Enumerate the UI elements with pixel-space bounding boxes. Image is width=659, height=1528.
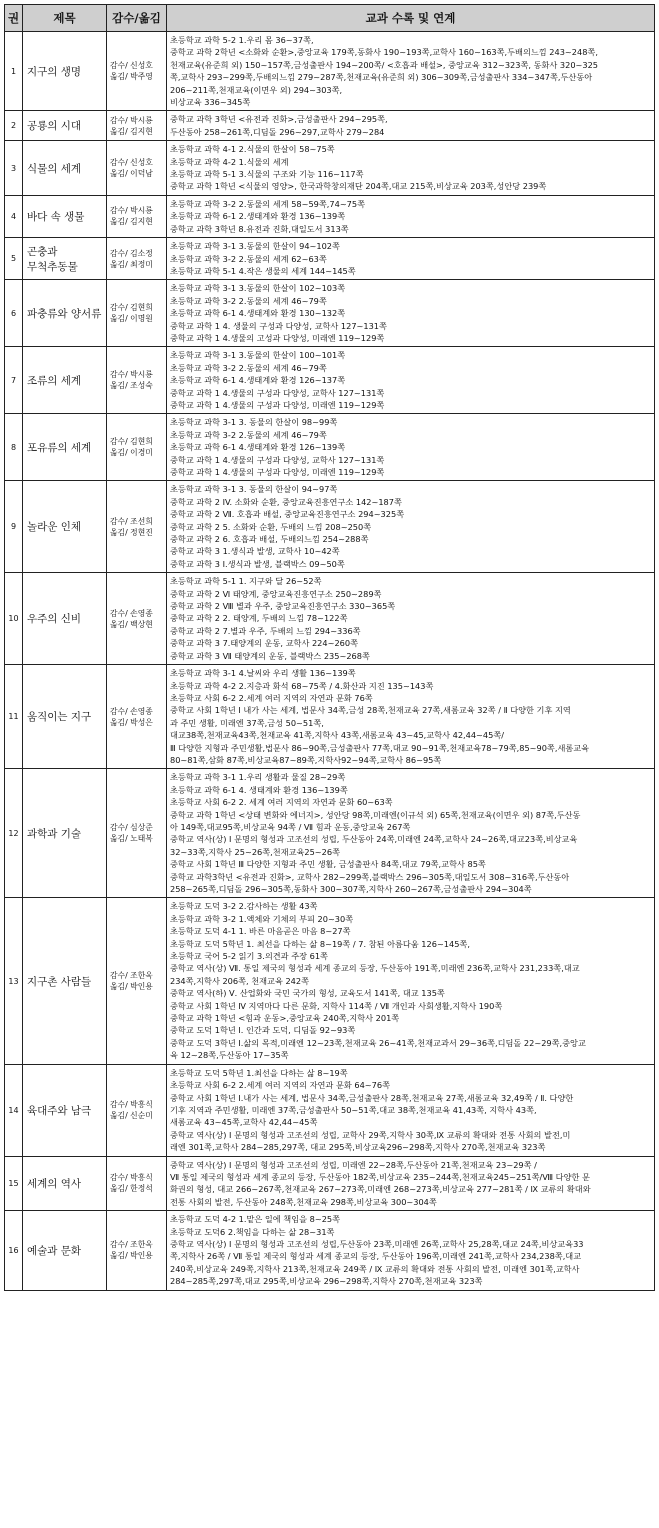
curriculum-line: 중학교 과학 2 Ⅶ. 호흡과 배설, 중앙교육진흥연구소 294~325쪽 bbox=[170, 509, 405, 520]
curriculum-line: 중학교 과학 2 IV. 소화와 순환, 중앙교육진흥연구소 142~187쪽 bbox=[170, 496, 402, 507]
translator-name: 옮김/ 신순미 bbox=[110, 1111, 153, 1121]
translator-name: 옮김/ 정현진 bbox=[110, 527, 153, 537]
curriculum-line: 중학교 과학 1 4.생물의 구성과 다양성, 미래엔 119~129쪽 bbox=[170, 399, 385, 410]
curriculum-line: 래엔 301쪽,교학사 284~285,297쪽, 대교 295쪽,비상교육296~298쪽,지학사 270쪽,천재교육 323쪽 bbox=[170, 1142, 546, 1153]
translator-name: 옮김/ 한정석 bbox=[110, 1184, 153, 1194]
curriculum-line: 284~285쪽,297쪽,대교 295쪽,비상교육 296~298쪽,지학사 270쪽,천재교육 323쪽 bbox=[170, 1276, 483, 1287]
curriculum-line: 초등학교 과학 5-1 3.식물의 구조와 기능 116~117쪽 bbox=[170, 169, 364, 180]
supervisor-name: 감수/ 김현희 bbox=[110, 303, 153, 313]
curriculum-line: 234쪽,지학사 206쪽, 천재교육 242쪽 bbox=[170, 975, 309, 986]
curriculum-line: 과 주민 생활, 미래엔 37쪽,금성 50~51쪽, bbox=[170, 717, 324, 728]
curriculum-line: 화권의 형성, 대교 266~267쪽,천재교육 267~273쪽,미래엔 268~273쪽,비상교육 277~281쪽 / Ⅸ 교류의 확대와 bbox=[170, 1184, 591, 1195]
volume-number: 4 bbox=[5, 195, 23, 237]
table-row bbox=[5, 111, 655, 141]
curriculum-line: 초등학교 과학 6-1 4.생태계와 환경 126~139쪽 bbox=[170, 442, 346, 453]
table-row bbox=[5, 280, 655, 347]
book-credit bbox=[107, 665, 167, 769]
curriculum-line: 초등학교 사회 6-2 2.세계 여러 지역의 자연과 문화 64~76쪽 bbox=[170, 1080, 390, 1091]
curriculum-links bbox=[167, 32, 655, 111]
supervisor-name: 감수/ 박흥식 bbox=[110, 1173, 153, 1183]
curriculum-line: 초등학교 과학 3-1 3.동물의 한살이 102~103쪽 bbox=[170, 283, 346, 294]
supervisor-name: 감수/ 손영종 bbox=[110, 706, 153, 716]
book-credit bbox=[107, 1211, 167, 1290]
curriculum-line: 중학교 도덕 1학년 Ⅰ. 인간과 도덕, 디딤돌 92~93쪽 bbox=[170, 1025, 356, 1036]
curriculum-line: 중학교 과학 2 6. 호흡과 배설, 두배의느낌 254~288쪽 bbox=[170, 534, 369, 545]
book-title: 놀라운 인체 bbox=[23, 481, 107, 573]
volume-number: 7 bbox=[5, 347, 23, 414]
curriculum-line: 초등학교 과학 3-1 1.우리 생활과 물질 28~29쪽 bbox=[170, 772, 346, 783]
supervisor-name: 감수/ 박시룡 bbox=[110, 206, 153, 216]
table-row bbox=[5, 1156, 655, 1211]
curriculum-line: 초등학교 과학 4-1 2.식물의 한살이 58~75쪽 bbox=[170, 144, 335, 155]
curriculum-line: Ⅶ 통일 제국의 형성과 세계 종교의 등장, 두산동아 182쪽,비상교육 235~244쪽,천재교육245~251쪽/Ⅷ 다양한 문 bbox=[170, 1171, 590, 1182]
book-credit bbox=[107, 195, 167, 237]
table-row bbox=[5, 414, 655, 481]
table-row bbox=[5, 481, 655, 573]
curriculum-line: 중학교 역사(상) Ⅶ. 통일 제국의 형성과 세계 종교의 등장, 두산동아 191쪽,미래엔 236쪽,교학사 231,233쪽,대교 bbox=[170, 963, 580, 974]
curriculum-line: 중학교 과학 2 Ⅷ 별과 우주, 중앙교육진흥연구소 330~365쪽 bbox=[170, 601, 396, 612]
curriculum-line: 초등학교 과학 3-1 4.날씨와 우리 생활 136~139쪽 bbox=[170, 668, 356, 679]
supervisor-name: 감수/ 박시룡 bbox=[110, 115, 153, 125]
curriculum-links bbox=[167, 347, 655, 414]
curriculum-line: 중학교 과학 1학년 <힘과 운동>,중앙교육 240쪽,지학사 201쪽 bbox=[170, 1013, 400, 1024]
supervisor-name: 감수/ 신성호 bbox=[110, 158, 153, 168]
curriculum-line: 초등학교 과학 3-2 2.동물의 세계 62~63쪽 bbox=[170, 253, 327, 264]
book-title: 육대주와 남극 bbox=[23, 1064, 107, 1156]
curriculum-line: 중학교 역사(상) Ⅰ 문명의 형성과 고조선의 성립,두산동아 23쪽,미래엔 26쪽,교학사 25,28쪽,대교 24쪽,비상교육33 bbox=[170, 1238, 584, 1249]
book-credit bbox=[107, 238, 167, 280]
volume-number: 15 bbox=[5, 1156, 23, 1211]
book-title: 바다 속 생물 bbox=[23, 195, 107, 237]
curriculum-line: 초등학교 과학 4-2 2.지층과 화석 68~75쪽 / 4.화산과 지진 135~143쪽 bbox=[170, 680, 434, 691]
table-row bbox=[5, 573, 655, 665]
header-credit: 감수/옮김 bbox=[107, 5, 167, 32]
curriculum-line: 중학교 과학 3 Ⅰ.생식과 발생, 블랙박스 09~50쪽 bbox=[170, 558, 345, 569]
book-title: 과학과 기술 bbox=[23, 769, 107, 898]
curriculum-line: 초등학교 도덕 3-2 2.감사하는 생활 43쪽 bbox=[170, 901, 318, 912]
table-row bbox=[5, 898, 655, 1064]
curriculum-line: 아 149쪽,대교95쪽,비상교육 94쪽 / Ⅶ 힘과 운동,중앙교육 267쪽 bbox=[170, 821, 411, 832]
table-row bbox=[5, 1064, 655, 1156]
book-title: 지구의 생명 bbox=[23, 32, 107, 111]
curriculum-line: 중학교 과학 1학년 <상태 변화와 에너지>, 성안당 98쪽,미래엔(이규석 외) 65쪽,천재교육(이면우 외) 87쪽,두산동 bbox=[170, 809, 581, 820]
curriculum-line: 258~265쪽,디딤돌 296~305쪽,동화사 300~307쪽,지학사 260~267쪽,금성출판사 294~304쪽 bbox=[170, 884, 532, 894]
curriculum-line: 중학교 역사(상) Ⅰ 문명의 형성과 고조선의 성립, 교학사 29쪽,지학사 30쪽,Ⅸ 교류의 확대와 전통 사회의 발전,미 bbox=[170, 1129, 571, 1140]
curriculum-line: 초등학교 도덕 4-2 1.맡은 일에 책임을 8~25쪽 bbox=[170, 1214, 341, 1225]
curriculum-line: 초등학교 도덕 5학년 1.최선을 다하는 삶 8~19쪽 bbox=[170, 1067, 348, 1078]
curriculum-line: 초등학교 과학 3-2 2.동물의 세계 46~79쪽 bbox=[170, 362, 327, 373]
supervisor-name: 감수/ 조선희 bbox=[110, 516, 153, 526]
translator-name: 옮김/ 백상현 bbox=[110, 619, 153, 629]
header-curriculum: 교과 수록 및 연계 bbox=[167, 5, 655, 32]
table-row bbox=[5, 769, 655, 898]
supervisor-name: 감수/ 박시룡 bbox=[110, 370, 153, 380]
curriculum-line: 중학교 과학 2 2. 태양계, 두배의 느낌 78~122쪽 bbox=[170, 613, 348, 624]
book-title: 움직이는 지구 bbox=[23, 665, 107, 769]
volume-number: 2 bbox=[5, 111, 23, 141]
curriculum-line: 중학교 역사(하) Ⅴ. 산업화와 국민 국가의 형성, 교육도서 141쪽, 대교 135쪽 bbox=[170, 988, 445, 999]
curriculum-line: 초등학교 과학 3-2 1.액체와 기체의 부피 20~30쪽 bbox=[170, 913, 354, 924]
supervisor-name: 감수/ 조한욱 bbox=[110, 971, 153, 981]
table-body bbox=[5, 32, 655, 1291]
book-title: 포유류의 세계 bbox=[23, 414, 107, 481]
curriculum-links bbox=[167, 280, 655, 347]
table-row bbox=[5, 195, 655, 237]
table-row bbox=[5, 665, 655, 769]
curriculum-line: 초등학교 사회 6-2 2. 세계 여러 지역의 자연과 문화 60~63쪽 bbox=[170, 797, 393, 808]
book-credit bbox=[107, 347, 167, 414]
curriculum-line: 초등학교 과학 6-1 4.생태계와 환경 130~132쪽 bbox=[170, 308, 346, 319]
book-credit bbox=[107, 414, 167, 481]
volume-number: 6 bbox=[5, 280, 23, 347]
supervisor-name: 감수/ 김현희 bbox=[110, 437, 153, 447]
translator-name: 옮김/ 이덕남 bbox=[110, 169, 153, 179]
book-credit bbox=[107, 141, 167, 196]
volume-number: 10 bbox=[5, 573, 23, 665]
volume-number: 13 bbox=[5, 898, 23, 1064]
curriculum-links bbox=[167, 238, 655, 280]
book-credit bbox=[107, 898, 167, 1064]
book-title: 식물의 세계 bbox=[23, 141, 107, 196]
curriculum-line: Ⅲ 다양한 지형과 주민생활,법문사 86~90쪽,금성출판사 77쪽,대교 90~91쪽,천재교육78~79쪽,85~90쪽,새롬교육 bbox=[170, 742, 590, 753]
curriculum-line: 초등학교 과학 3-2 2.동물의 세계 46~79쪽 bbox=[170, 295, 327, 306]
curriculum-line: 초등학교 과학 6-1 4. 생태계와 환경 136~139쪽 bbox=[170, 784, 348, 795]
header-title: 제목 bbox=[23, 5, 107, 32]
supervisor-name: 감수/ 박흥식 bbox=[110, 1100, 153, 1110]
translator-name: 옮김/ 박인용 bbox=[110, 982, 153, 992]
curriculum-line: 쪽,지학사 26쪽 / Ⅶ 통일 제국의 형성과 세계 종교의 등장, 두산동아 196쪽,미래엔 241쪽,교학사 234,238쪽,대교 bbox=[170, 1251, 582, 1262]
translator-name: 옮김/ 이명원 bbox=[110, 314, 153, 324]
curriculum-links bbox=[167, 665, 655, 769]
curriculum-line: 중학교 과학 1 4.생물의 고성과 다양성, 미래엔 119~129쪽 bbox=[170, 332, 385, 343]
curriculum-line: 중학교 역사(상) Ⅰ 문명의 형성과 고조선의 성립, 두산동아 24쪽,미래엔 24쪽,교학사 24~26쪽,대교23쪽,비상교육 bbox=[170, 834, 578, 845]
translator-name: 옮김/ 박인용 bbox=[110, 1251, 153, 1261]
curriculum-line: 중학교 과학 3 7.태양계의 운동, 교학사 224~260쪽 bbox=[170, 638, 358, 649]
curriculum-table bbox=[4, 4, 655, 1291]
curriculum-line: 80~81쪽,삼화 87쪽,비상교육87~89쪽,지학사92~94쪽,교학사 86~95쪽 bbox=[170, 754, 442, 765]
curriculum-links bbox=[167, 898, 655, 1064]
translator-name: 옮김/ 조성숙 bbox=[110, 381, 153, 391]
book-title: 공룡의 시대 bbox=[23, 111, 107, 141]
curriculum-links bbox=[167, 1156, 655, 1211]
curriculum-line: 중학교 사회 1학년 Ⅰ 내가 사는 세계, 법문사 34쪽,금성 28쪽,천재교육 27쪽,새롬교육 32쪽 / Ⅱ 다양한 기후 지역 bbox=[170, 705, 571, 716]
curriculum-line: 초등학교 국어 5-2 읽기 3.의견과 주장 61쪽 bbox=[170, 951, 328, 962]
curriculum-line: 대교38쪽,천재교육43쪽,천재교육 41쪽,지학사 43쪽,새롬교육 43~45,교학사 42,44~45쪽/ bbox=[170, 730, 504, 741]
curriculum-line: 초등학교 과학 3-2 2.동물의 세계 46~79쪽 bbox=[170, 429, 327, 440]
volume-number: 11 bbox=[5, 665, 23, 769]
curriculum-line: 초등학교 사회 6-2 2.세계 여러 지역의 자연과 문화 76쪽 bbox=[170, 692, 373, 703]
curriculum-line: 초등학교 도덕 5학년 1. 최선을 다하는 삶 8~19쪽 / 7. 참된 아름다움 126~145쪽, bbox=[170, 938, 470, 949]
curriculum-line: 초등학교 과학 3-1 3. 동물의 한살이 98~99쪽 bbox=[170, 417, 338, 428]
book-credit bbox=[107, 111, 167, 141]
curriculum-links bbox=[167, 481, 655, 573]
curriculum-line: 기후 지역과 주민생활, 미래엔 37쪽,금성출판사 50~51쪽,대교 38쪽,천재교육 41,43쪽, 지학사 43쪽, bbox=[170, 1104, 537, 1115]
curriculum-line: 중학교 과학 2 5. 소화와 순환, 두배의 느낌 208~250쪽 bbox=[170, 521, 372, 532]
curriculum-line: 중학교 과학 3학년 8.유전과 진화,대일도서 313쪽 bbox=[170, 223, 349, 234]
curriculum-line: 32~33쪽,지학사 25~26쪽,천재교육25~26쪽 bbox=[170, 846, 340, 857]
curriculum-line: 초등학교 과학 6-1 4.생태계와 환경 126~137쪽 bbox=[170, 375, 346, 386]
curriculum-line: 초등학교 과학 5-2 1.우리 몸 36~37쪽, bbox=[170, 35, 314, 45]
translator-name: 옮김/ 박주영 bbox=[110, 72, 153, 82]
curriculum-links bbox=[167, 1211, 655, 1290]
curriculum-line: 초등학교 도덕 4-1 1. 바른 마음곧은 마음 8~27쪽 bbox=[170, 926, 351, 937]
book-title: 세계의 역사 bbox=[23, 1156, 107, 1211]
curriculum-line: 육 12~28쪽,두산동아 17~35쪽 bbox=[170, 1050, 289, 1061]
curriculum-line: 중학교 과학 1학년 <식물의 영양>, 한국과학창의재단 204쪽,대교 215쪽,비상교육 203쪽,성안당 239쪽 bbox=[170, 181, 547, 192]
supervisor-name: 감수/ 신성호 bbox=[110, 61, 153, 71]
curriculum-line: 중학교 도덕 3학년 Ⅰ.삶의 목적,미래엔 12~23쪽,천재교육 26~41쪽,천재교과서 29~36쪽,디딤돌 22~29쪽,중앙교 bbox=[170, 1037, 586, 1048]
curriculum-line: 중학교 과학3학년 <유전과 진화>, 교학사 282~299쪽,블랙박스 296~305쪽,대일도서 308~316쪽,두산동아 bbox=[170, 871, 570, 882]
curriculum-line: 초등학교 과학 4-2 1.식물의 세계 bbox=[170, 156, 289, 167]
book-title: 우주의 신비 bbox=[23, 573, 107, 665]
supervisor-name: 감수/ 조한욱 bbox=[110, 1240, 153, 1250]
volume-number: 12 bbox=[5, 769, 23, 898]
table-header bbox=[5, 5, 655, 32]
volume-number: 5 bbox=[5, 238, 23, 280]
header-row bbox=[5, 5, 655, 32]
book-credit bbox=[107, 1156, 167, 1211]
curriculum-line: 초등학교 과학 5-1 4.작은 생물의 세계 144~145쪽 bbox=[170, 265, 356, 276]
curriculum-line: 초등학교 과학 3-2 2.동물의 세계 58~59쪽,74~75쪽 bbox=[170, 198, 366, 209]
curriculum-line: 비상교육 336~345쪽 bbox=[170, 97, 251, 108]
volume-number: 3 bbox=[5, 141, 23, 196]
supervisor-name: 감수/ 손영종 bbox=[110, 608, 153, 618]
book-title: 조류의 세계 bbox=[23, 347, 107, 414]
book-credit bbox=[107, 481, 167, 573]
curriculum-line: 중학교 과학 3학년 <유전과 진화>,금성출판사 294~295쪽, bbox=[170, 114, 388, 125]
table-row bbox=[5, 347, 655, 414]
curriculum-line: 중학교 과학 1 4.생물의 구성과 다양성, 교학사 127~131쪽 bbox=[170, 387, 385, 398]
header-volume: 권 bbox=[5, 5, 23, 32]
curriculum-links bbox=[167, 1064, 655, 1156]
curriculum-line: 중학교 사회 1학년 Ⅰ.내가 사는 세계, 법문사 34쪽,금성출판사 28쪽,천재교육 27쪽,새롬교육 32,49쪽 / Ⅱ. 다양한 bbox=[170, 1092, 574, 1103]
curriculum-links bbox=[167, 414, 655, 481]
curriculum-links bbox=[167, 195, 655, 237]
curriculum-links bbox=[167, 111, 655, 141]
supervisor-name: 감수/ 심상준 bbox=[110, 823, 153, 833]
volume-number: 14 bbox=[5, 1064, 23, 1156]
volume-number: 16 bbox=[5, 1211, 23, 1290]
volume-number: 8 bbox=[5, 414, 23, 481]
curriculum-line: 중학교 과학 3 Ⅶ 태양계의 운동, 블랙박스 235~268쪽 bbox=[170, 650, 370, 661]
curriculum-line: 206~211쪽,천재교육(이면우 외) 294~303쪽, bbox=[170, 84, 343, 95]
translator-name: 옮김/ 김지현 bbox=[110, 217, 153, 227]
curriculum-line: 초등학교 과학 5-1 1. 지구와 달 26~52쪽 bbox=[170, 576, 322, 587]
table-row bbox=[5, 32, 655, 111]
supervisor-name: 감수/ 김소정 bbox=[110, 248, 153, 258]
curriculum-line: 중학교 과학 1 4. 생물의 구성과 다양성, 교학사 127~131쪽 bbox=[170, 320, 387, 331]
curriculum-line: 초등학교 과학 3-1 3.동물의 한살이 100~101쪽 bbox=[170, 350, 346, 361]
volume-number: 9 bbox=[5, 481, 23, 573]
curriculum-line: 새롬교육 43~45쪽,교학사 42,44~45쪽 bbox=[170, 1117, 318, 1128]
translator-name: 옮김/ 박성은 bbox=[110, 717, 153, 727]
curriculum-line: 240쪽,비상교육 249쪽,지학사 213쪽,천재교육 249쪽 / Ⅸ 교류의 확대와 전통 사회의 발전, 미래엔 301쪽,교학사 bbox=[170, 1263, 580, 1274]
curriculum-links bbox=[167, 769, 655, 898]
curriculum-line: 두산동아 258~261쪽,디딤돌 296~297,교학사 279~284 bbox=[170, 126, 385, 137]
book-credit bbox=[107, 280, 167, 347]
curriculum-line: 초등학교 과학 3-1 3. 동물의 한살이 94~97쪽 bbox=[170, 484, 338, 495]
curriculum-line: 쪽,교학사 293~299쪽,두배의느낌 279~287쪽,천재교육(유준희 외) 306~309쪽,금성출판사 334~347쪽,두산동아 bbox=[170, 72, 593, 83]
volume-number: 1 bbox=[5, 32, 23, 111]
translator-name: 옮김/ 이경미 bbox=[110, 448, 153, 458]
curriculum-line: 천재교육(유준희 외) 150~157쪽,금성출판사 194~200쪽/ <호흡과 배설>, 중앙교육 312~323쪽, 동화사 320~325 bbox=[170, 59, 599, 70]
book-credit bbox=[107, 1064, 167, 1156]
book-title: 곤충과 무척추동물 bbox=[23, 238, 107, 280]
book-title: 지구촌 사람들 bbox=[23, 898, 107, 1064]
book-title: 예술과 문화 bbox=[23, 1211, 107, 1290]
table-row bbox=[5, 238, 655, 280]
translator-name: 옮김/ 노태복 bbox=[110, 834, 153, 844]
curriculum-line: 중학교 사회 1학년 Ⅳ 지역마다 다른 문화, 지학사 114쪽 / Ⅶ 개인과 사회생활,지학사 190쪽 bbox=[170, 1000, 503, 1011]
translator-name: 옮김/ 김지현 bbox=[110, 126, 153, 136]
curriculum-line: 중학교 과학 1 4.생물의 구성과 다양성, 미래엔 119~129쪽 bbox=[170, 467, 385, 477]
curriculum-line: 중학교 과학 2 7.별과 우주, 두배의 느낌 294~336쪽 bbox=[170, 625, 361, 636]
translator-name: 옮김/ 최정미 bbox=[110, 259, 153, 269]
curriculum-line: 중학교 역사(상) Ⅰ 문명의 형성과 고조선의 성립, 미래엔 22~28쪽,두산동아 21쪽,천재교육 23~29쪽 / bbox=[170, 1159, 537, 1170]
curriculum-line: 중학교 사회 1학년 Ⅲ 다양한 지형과 주민 생활, 금성출판사 84쪽,대교 79쪽,교학사 85쪽 bbox=[170, 859, 486, 870]
curriculum-line: 중학교 과학 3 1.생식과 발생, 교학사 10~42쪽 bbox=[170, 546, 340, 557]
curriculum-table-container bbox=[4, 4, 655, 1291]
curriculum-line: 초등학교 과학 6-1 2.생태계와 환경 136~139쪽 bbox=[170, 211, 346, 222]
curriculum-line: 전통 사회의 발전, 두산동아 248쪽,천재교육 298쪽,비상교육 300~304쪽 bbox=[170, 1196, 437, 1207]
curriculum-line: 중학교 과학 2 Ⅵ 태양계, 중앙교육진흥연구소 250~289쪽 bbox=[170, 588, 382, 599]
book-title: 파충류와 양서류 bbox=[23, 280, 107, 347]
curriculum-line: 중학교 과학 1 4.생물의 구성과 다양성, 교학사 127~131쪽 bbox=[170, 454, 385, 465]
curriculum-links bbox=[167, 141, 655, 196]
curriculum-line: 초등학교 도덕6 2.책임을 다하는 삶 28~31쪽 bbox=[170, 1226, 335, 1237]
curriculum-line: 초등학교 과학 3-1 3.동물의 한살이 94~102쪽 bbox=[170, 241, 340, 252]
book-credit bbox=[107, 32, 167, 111]
curriculum-links bbox=[167, 573, 655, 665]
table-row bbox=[5, 1211, 655, 1290]
book-credit bbox=[107, 769, 167, 898]
table-row bbox=[5, 141, 655, 196]
curriculum-line: 중학교 과학 2학년 <소화와 순환>,중앙교육 179쪽,동화사 190~193쪽,교학사 160~163쪽,두배의느낌 243~248쪽, bbox=[170, 47, 598, 58]
book-credit bbox=[107, 573, 167, 665]
